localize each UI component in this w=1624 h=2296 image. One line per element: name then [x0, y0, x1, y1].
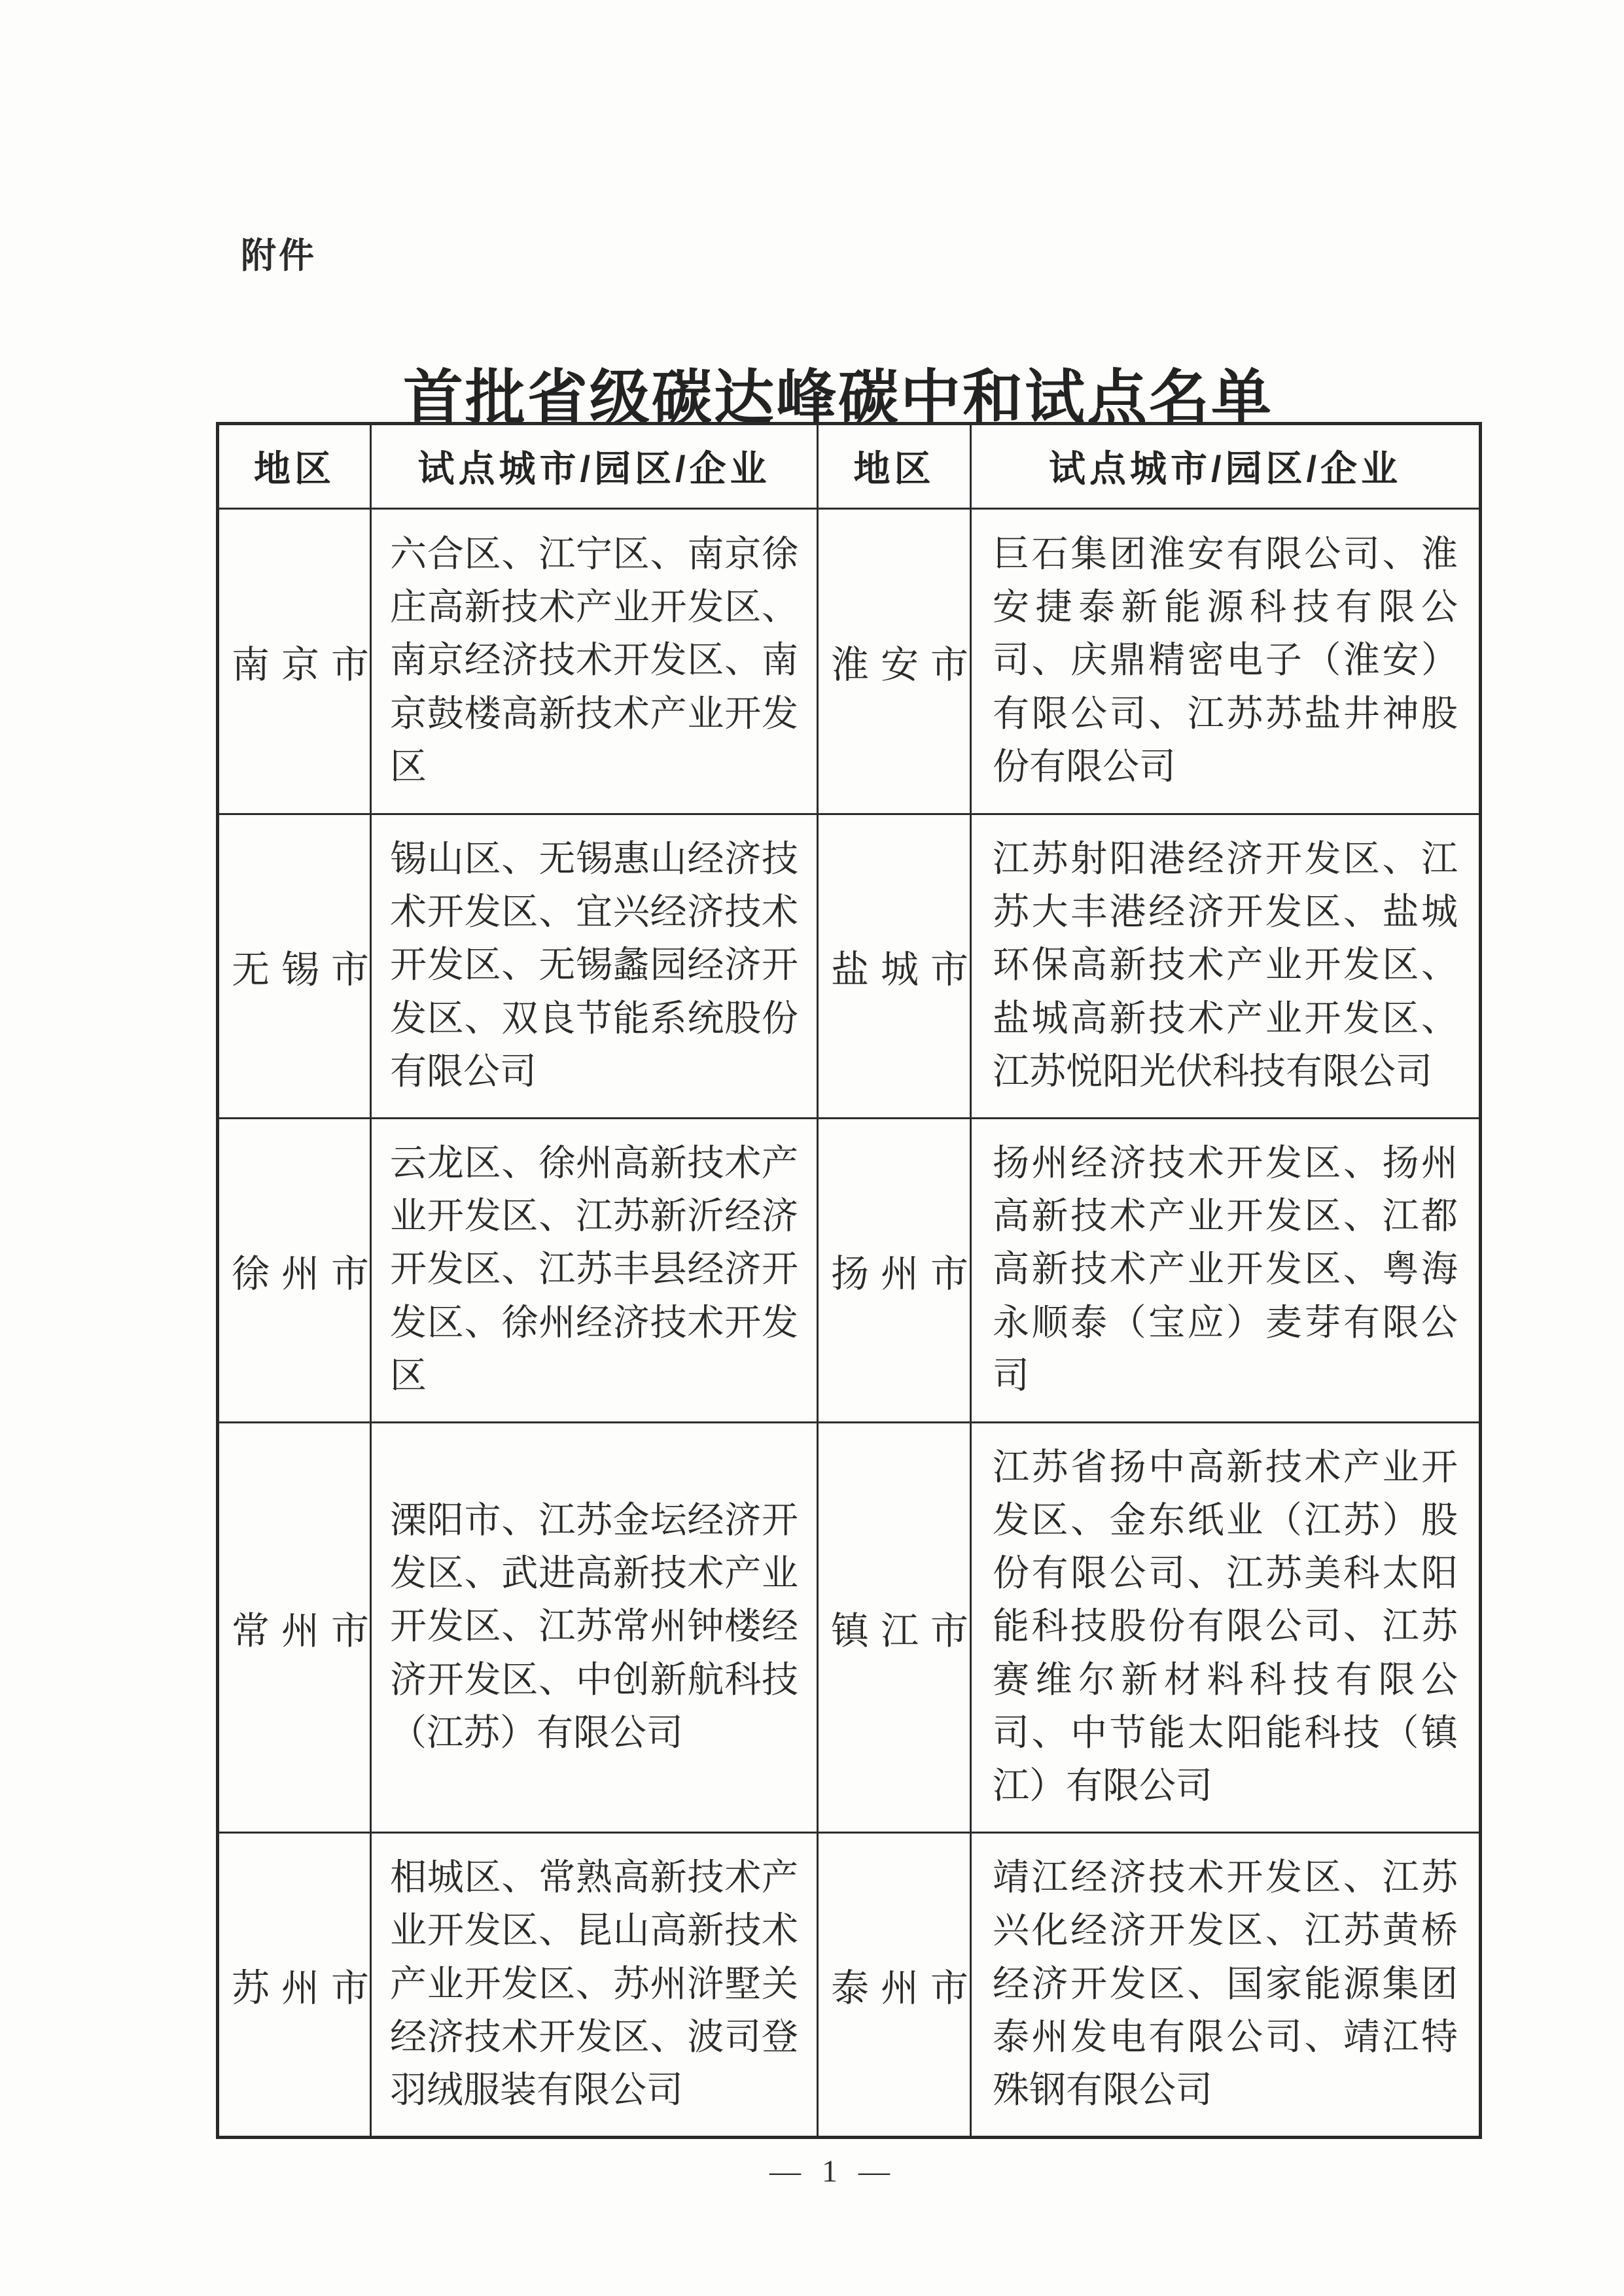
table-row-changzhou-zhenjiang [218, 1422, 1481, 1832]
region-cell-wuxi: 无锡市 [218, 814, 371, 1119]
region-cell-nanjing: 南京市 [218, 509, 371, 814]
items-cell-changzhou: 溧阳市、江苏金坛经济开发区、武进高新技术产业开发区、江苏常州钟楼经济开发区、中创新航科技（江苏）有限公司 [371, 1422, 818, 1832]
region-cell-changzhou: 常州市 [218, 1422, 371, 1832]
header-items-left: 试点城市/园区/企业 [371, 424, 818, 509]
page-number: — 1 — [769, 2154, 896, 2189]
page-title: 首批省级碳达峰碳中和试点名单 [402, 365, 1273, 432]
items-cell-taizhou: 靖江经济技术开发区、江苏兴化经济开发区、江苏黄桥经济开发区、国家能源集团泰州发电有限公司、靖江特殊钢有限公司 [971, 1833, 1481, 2138]
table-row-suzhou-taizhou [218, 1833, 1481, 2138]
table-row-nanjing-huaian [218, 509, 1481, 814]
region-cell-yancheng: 盐城市 [818, 814, 971, 1119]
region-cell-taizhou: 泰州市 [818, 1833, 971, 2138]
header-region-left: 地区 [218, 424, 371, 509]
items-cell-suzhou: 相城区、常熟高新技术产业开发区、昆山高新技术产业开发区、苏州浒墅关经济技术开发区、波司登羽绒服装有限公司 [371, 1833, 818, 2138]
items-cell-zhenjiang: 江苏省扬中高新技术产业开发区、金东纸业（江苏）股份有限公司、江苏美科太阳能科技股份有限公司、江苏赛维尔新材料科技有限公司、中节能太阳能科技（镇江）有限公司 [971, 1422, 1481, 1832]
region-cell-yangzhou: 扬州市 [818, 1118, 971, 1422]
items-cell-yancheng: 江苏射阳港经济开发区、江苏大丰港经济开发区、盐城环保高新技术产业开发区、盐城高新技术产业开发区、江苏悦阳光伏科技有限公司 [971, 814, 1481, 1119]
header-region-right: 地区 [818, 424, 971, 509]
table-header-row [218, 424, 1481, 509]
region-cell-huaian: 淮安市 [818, 509, 971, 814]
region-cell-zhenjiang: 镇江市 [818, 1422, 971, 1832]
table-row-xuzhou-yangzhou [218, 1118, 1481, 1422]
items-cell-wuxi: 锡山区、无锡惠山经济技术开发区、宜兴经济技术开发区、无锡蠡园经济开发区、双良节能系统股份有限公司 [371, 814, 818, 1119]
pilot-list-table [216, 422, 1482, 2139]
items-cell-yangzhou: 扬州经济技术开发区、扬州高新技术产业开发区、江都高新技术产业开发区、粤海永顺泰（宝应）麦芽有限公司 [971, 1118, 1481, 1422]
attachment-label: 附件 [241, 236, 317, 275]
items-cell-nanjing: 六合区、江宁区、南京徐庄高新技术产业开发区、南京经济技术开发区、南京鼓楼高新技术产业开发区 [371, 509, 818, 814]
items-cell-huaian: 巨石集团淮安有限公司、淮安捷泰新能源科技有限公司、庆鼎精密电子（淮安）有限公司、江苏苏盐井神股份有限公司 [971, 509, 1481, 814]
header-items-right: 试点城市/园区/企业 [971, 424, 1481, 509]
items-cell-xuzhou: 云龙区、徐州高新技术产业开发区、江苏新沂经济开发区、江苏丰县经济开发区、徐州经济技术开发区 [371, 1118, 818, 1422]
table-row-wuxi-yancheng [218, 814, 1481, 1119]
region-cell-suzhou: 苏州市 [218, 1833, 371, 2138]
region-cell-xuzhou: 徐州市 [218, 1118, 371, 1422]
